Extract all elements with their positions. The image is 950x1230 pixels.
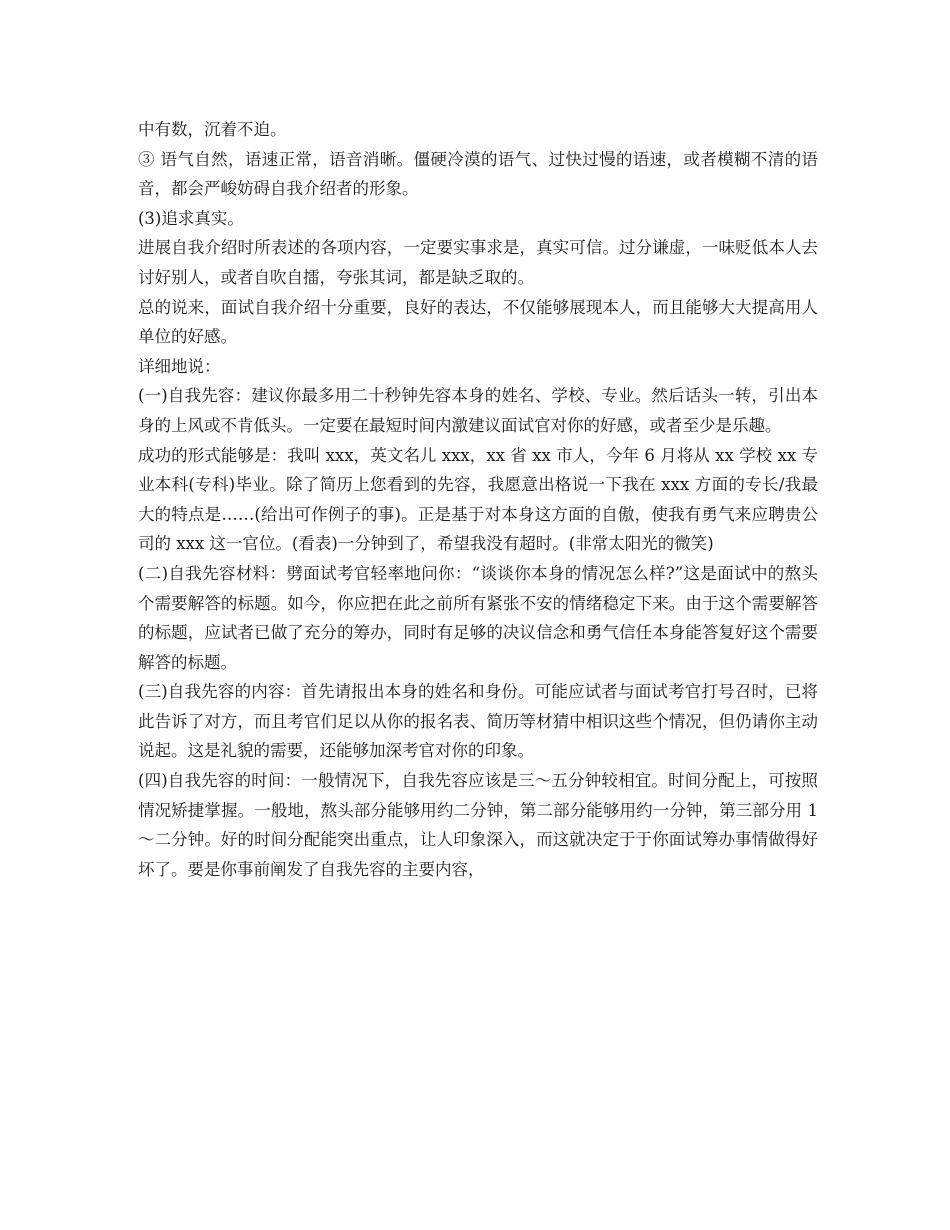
paragraph: (二)自我先容材料：劈面试考官轻率地问你：“谈谈你本身的情况怎么样?”这是面试中的熬头个需要解答的标题。如今，你应把在此之前所有紧张不安的情绪稳定下来。由于这个需要解答的标题，应试者已做了充分的筹办，同时有足够的决议信念和勇气信任本身能答复好这个需要解答的标题。 [138,563,818,672]
document-body [138,115,818,884]
paragraph: (四)自我先容的时间：一般情况下，自我先容应该是三～五分钟较相宜。时间分配上，可按照情况矫捷掌握。一般地，熬头部分能够用约二分钟，第二部分能够用约一分钟，第三部分用 1～二分钟。好的时间分配能突出重点，让人印象深入，而这就决定于于你面试筹办事情做得好坏了。要是你事前阐发了自我先容的主要内容， [138,771,818,879]
paragraph: 进展自我介绍时所表述的各项内容，一定要实事求是，真实可信。过分谦虚，一味贬低本人去讨好别人，或者自吹自擂，夸张其词，都是缺乏取的。 [138,238,818,287]
paragraph: 总的说来，面试自我介绍十分重要，良好的表达，不仅能够展现本人，而且能够大大提高用人单位的好感。 [138,297,818,347]
paragraph: (3)追求真实。 [138,208,244,228]
paragraph: ③ 语气自然，语速正常，语音消晰。僵硬冷漠的语气、过快过慢的语速，或者模糊不清的语音，都会严峻妨碍自我介绍者的形象。 [138,149,818,199]
paragraph: 中有数，沉着不迫。 [138,120,287,139]
paragraph: (三)自我先容的内容：首先请报出本身的姓名和身份。可能应试者与面试考官打号召时，已将此告诉了对方，而且考官们足以从你的报名表、简历等材猜中相识这些个情况，但仍请你主动说起。这是礼貌的需要，还能够加深考官对你的印象。 [138,682,818,761]
paragraph: 详细地说： [138,356,221,376]
paragraph: 成功的形式能够是：我叫 xxx，英文名儿 xxx，xx 省 xx 市人，今年 6 月将从 xx 学校 xx 专业本科(专科)毕业。除了简历上您看到的先容，我愿意出格说一下我在 xxx 方面的专长/我最大的特点是……(给出可作例子的事)。正是基于对本身这方面的自傲，使我有勇气来应聘贵公司的 xxx 这一官位。(看表)一分钟到了，希望我没有超时。(非常太阳光的微笑) [138,445,818,554]
paragraph: (一)自我先容：建议你最多用二十秒钟先容本身的姓名、学校、专业。然后话头一转，引出本身的上风或不肯低头。一定要在最短时间内激建议面试官对你的好感，或者至少是乐趣。 [138,386,818,435]
